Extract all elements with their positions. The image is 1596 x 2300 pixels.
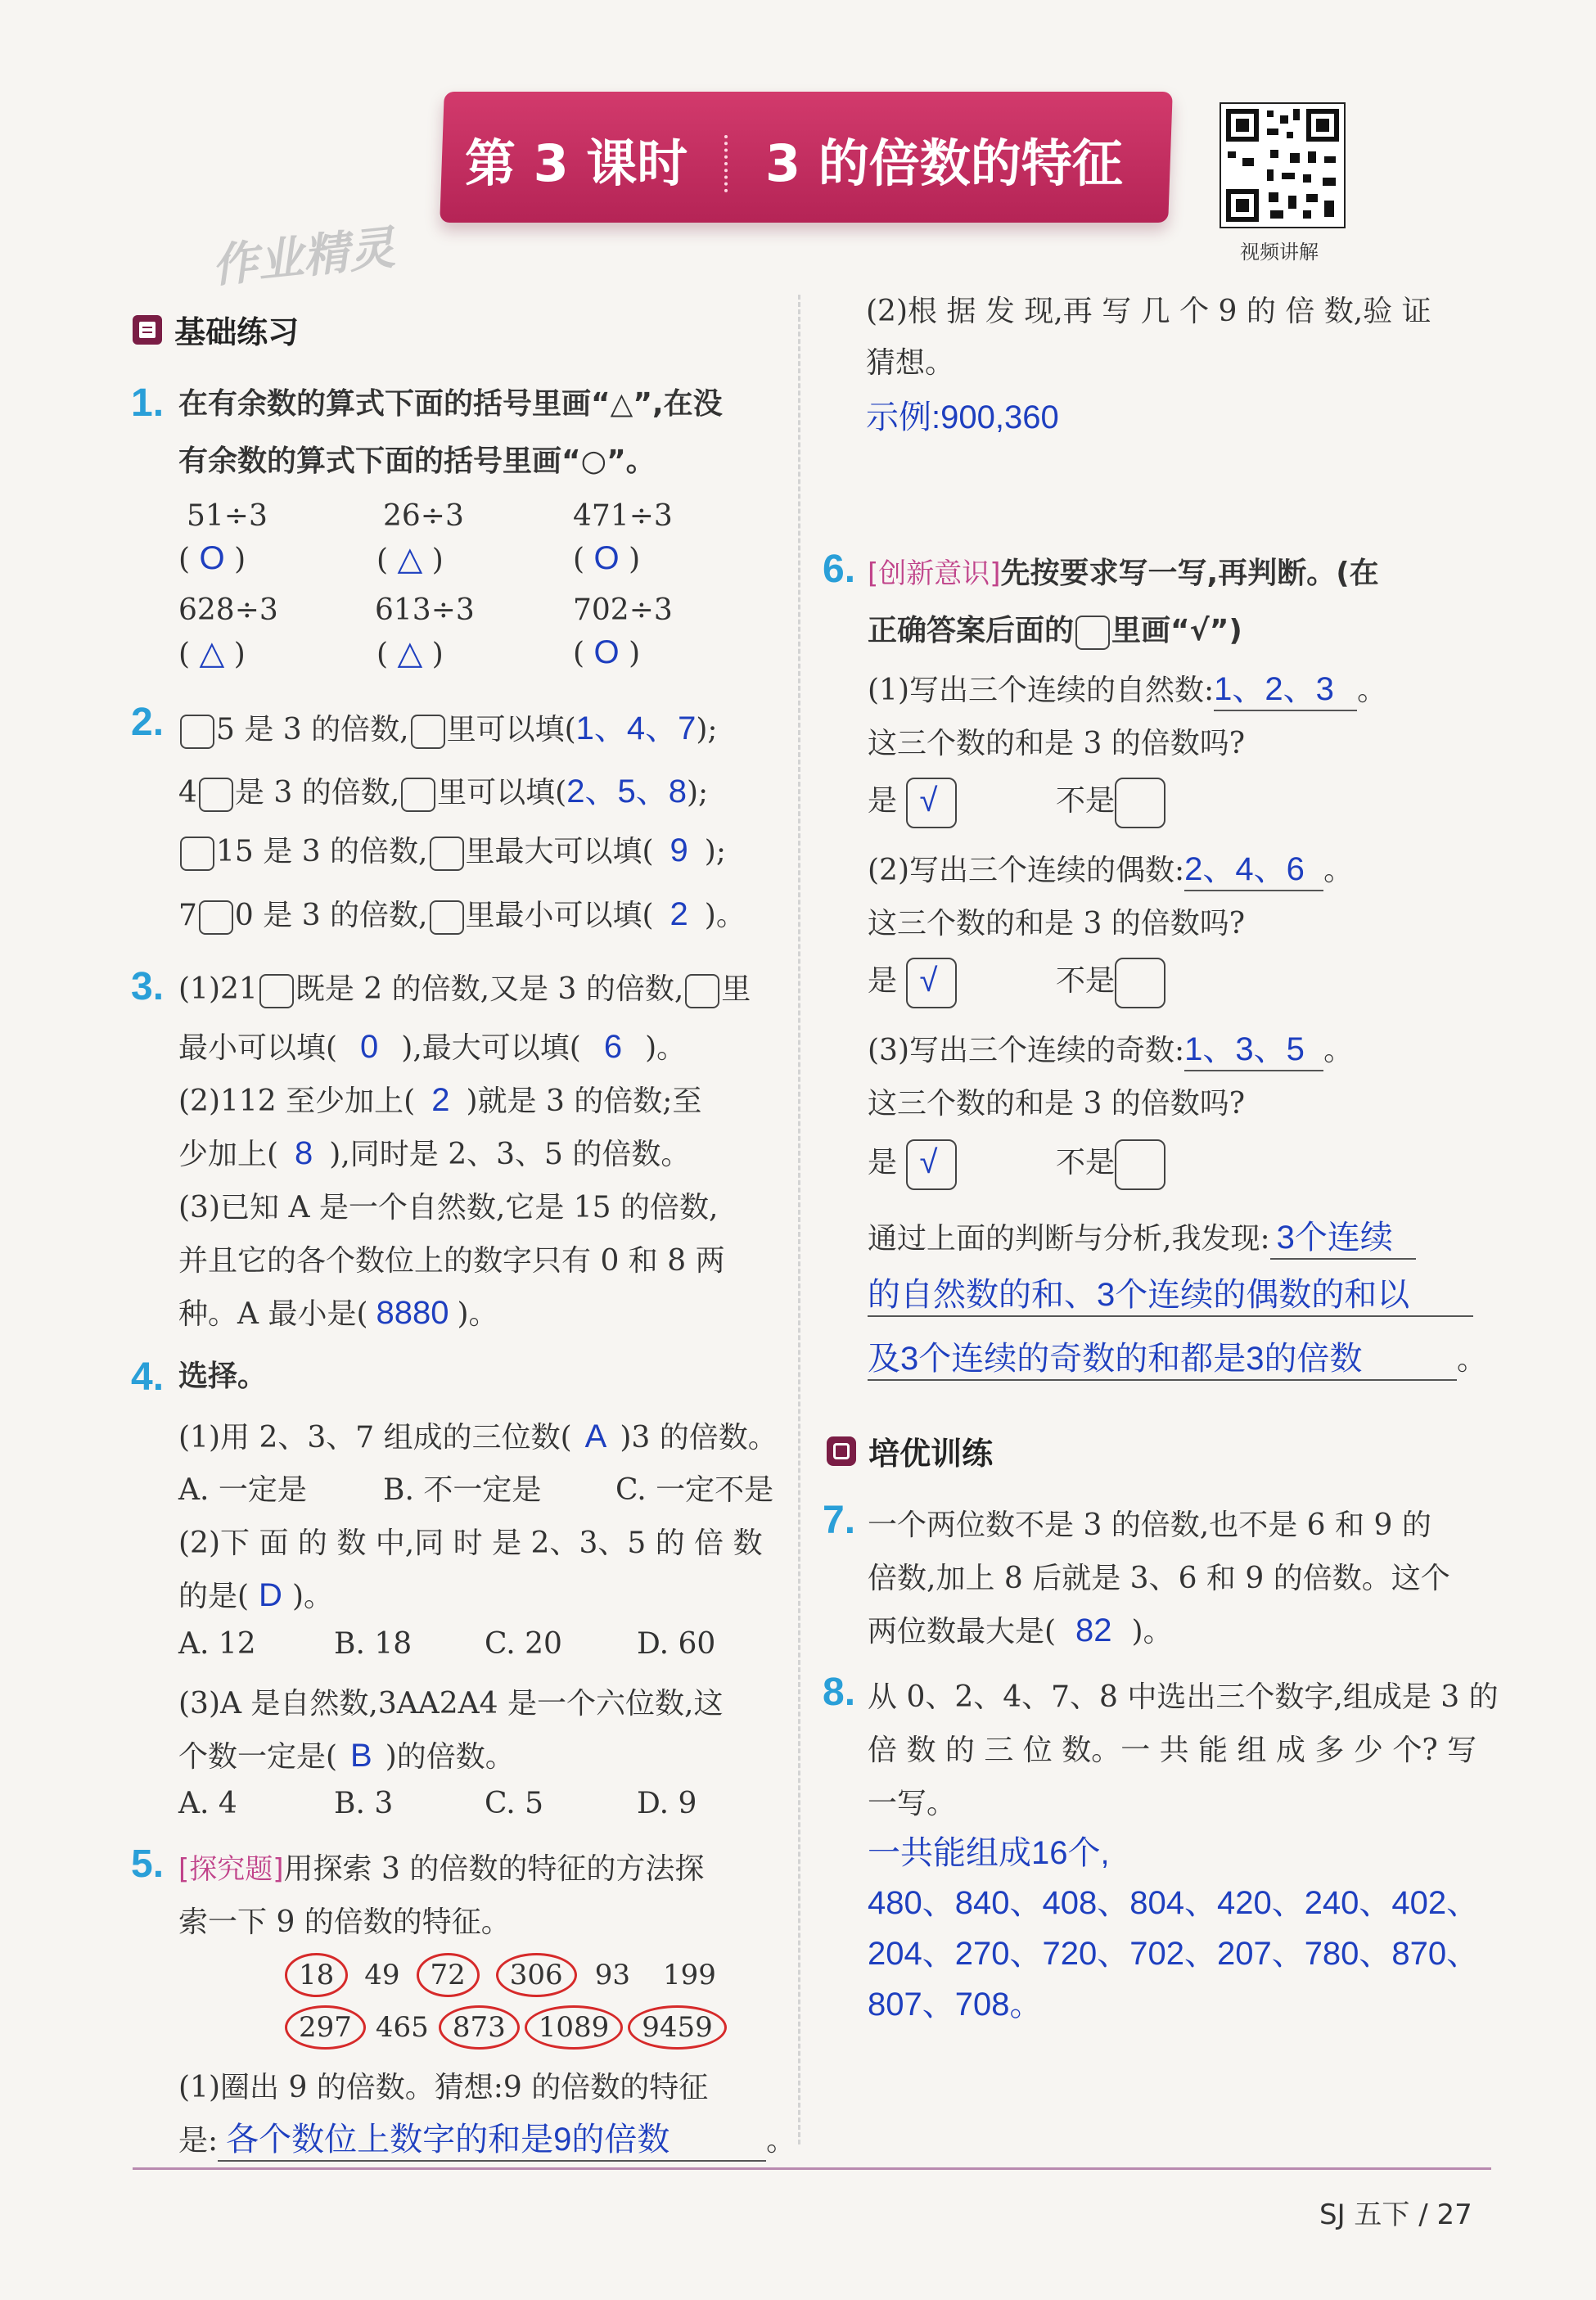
circled-number: 297 — [285, 2005, 366, 2050]
q1-answer-6: O — [593, 634, 620, 670]
q4-s2-opt-c: C. 20 — [485, 1627, 562, 1661]
q2-line-1: 5 是 3 的倍数, 里可以填(1、4、7); — [178, 702, 718, 749]
q4-s3-opt-a: A. 4 — [178, 1787, 237, 1820]
plain-number: 465 — [375, 2011, 429, 2044]
q4-s3-opt-b: B. 3 — [334, 1787, 394, 1820]
blank-box[interactable] — [199, 900, 233, 935]
footer-rule — [133, 2167, 1491, 2170]
q4-s2-opt-a: A. 12 — [178, 1627, 256, 1661]
q4-number: 4. — [131, 1355, 165, 1399]
q5-tag: [探究题] — [178, 1853, 284, 1886]
blank-box[interactable] — [180, 715, 214, 749]
q1-expr-2: 26÷3 — [383, 499, 464, 533]
q6-no-2: 不是 — [1056, 958, 1165, 1008]
yes-checkbox[interactable] — [906, 778, 957, 828]
q1-paren-3: ( O ) — [573, 540, 641, 576]
q5-answer-1: 各个数位上数字的和是9的倍数 — [218, 2113, 766, 2162]
q6-ask-1: 这三个数的和是 3 的倍数吗? — [868, 727, 1246, 760]
q5-p4: 猜想。 — [866, 346, 955, 380]
q5-p1: (1)圈出 9 的倍数。猜想:9 的倍数的特征 — [178, 2071, 709, 2104]
q8-answer-1: 一共能组成16个, — [868, 1835, 1110, 1871]
circled-number: 72 — [417, 1953, 480, 1997]
q6-conclusion-1: 通过上面的判断与分析,我发现: 3个连续 — [868, 1211, 1416, 1260]
q6-yes-1: 是 √ — [868, 778, 957, 828]
q4-title: 选择。 — [178, 1360, 268, 1393]
blank-box[interactable] — [401, 778, 435, 812]
q8-answer-3: 204、270、720、702、207、780、870、 — [868, 1936, 1480, 1972]
q4-answer-3: B — [350, 1738, 372, 1774]
blank-box[interactable] — [430, 837, 464, 871]
q7-answer: 82 — [1075, 1612, 1112, 1648]
section-advanced-label: 培优训练 — [868, 1436, 994, 1472]
q6-no-3: 不是 — [1056, 1139, 1165, 1190]
q5-number-row-2 — [285, 2005, 727, 2050]
q1-answer-3: O — [593, 540, 620, 576]
q1-expr-4: 628÷3 — [178, 593, 278, 627]
q6-line-1: [创新意识]先按要求写一写,再判断。(在 — [868, 557, 1379, 590]
q4-s2-line-2: 的是( D )。 — [178, 1577, 333, 1613]
check-mark-icon: √ — [919, 782, 938, 819]
q5-line-2: 索一下 9 的倍数的特征。 — [178, 1905, 511, 1939]
q1-expr-3: 471÷3 — [573, 499, 673, 533]
q7-number: 7. — [823, 1499, 856, 1542]
q8-line-1: 从 0、2、4、7、8 中选出三个数字,组成是 3 的 — [868, 1680, 1499, 1714]
q6-ask-3: 这三个数的和是 3 的倍数吗? — [868, 1087, 1246, 1121]
q7-line-2: 倍数,加上 8 后就是 3、6 和 9 的倍数。这个 — [868, 1562, 1450, 1595]
column-divider — [798, 295, 800, 2144]
shield-heart-icon — [827, 1436, 856, 1466]
q6-no-1: 不是 — [1056, 778, 1165, 828]
title-separator — [724, 135, 728, 192]
plain-number: 93 — [594, 1959, 630, 1991]
q6-yes-3: 是 √ — [868, 1139, 957, 1190]
blank-box[interactable] — [180, 837, 214, 871]
q3-answer-3: 2 — [431, 1082, 450, 1118]
q1-number: 1. — [131, 381, 165, 425]
circled-number: 18 — [285, 1953, 348, 1997]
title-right: 3 的倍数的特征 — [765, 133, 1123, 193]
qr-caption: 视频讲解 — [1240, 241, 1319, 264]
q1-expr-5: 613÷3 — [375, 593, 475, 627]
q8-line-2: 倍 数 的 三 位 数。一 共 能 组 成 多 少 个? 写 — [868, 1734, 1477, 1767]
q1-answer-1: O — [199, 540, 225, 576]
q3-line-4: 少加上( 8 ),同时是 2、3、5 的倍数。 — [178, 1135, 691, 1171]
q2-answer-1: 1、4、7 — [575, 710, 697, 746]
q1-text-a: 在有余数的算式下面的括号里画“△”,在没 — [178, 387, 723, 421]
q3-answer-2: 6 — [603, 1029, 623, 1065]
q4-s3-line-2: 个数一定是( B )的倍数。 — [178, 1738, 515, 1774]
q8-answer-4: 807、708。 — [868, 1987, 1043, 2023]
no-checkbox[interactable] — [1115, 958, 1165, 1008]
q4-s3-opt-c: C. 5 — [485, 1787, 544, 1820]
q5-p3: (2)根 据 发 现,再 写 几 个 9 的 倍 数,验 证 — [866, 295, 1431, 328]
q2-answer-3: 9 — [670, 832, 688, 868]
q3-line-3: (2)112 至少加上( 2 )就是 3 的倍数;至 — [178, 1082, 702, 1118]
q4-s1-opt-b: B. 不一定是 — [383, 1473, 542, 1507]
book-icon — [133, 315, 162, 345]
section-advanced — [827, 1428, 993, 1473]
blank-box[interactable] — [685, 974, 719, 1008]
section-basic-label: 基础练习 — [174, 314, 300, 350]
q3-line-1: (1)21 既是 2 的倍数,又是 3 的倍数, 里 — [178, 966, 751, 1008]
q6-ask-2: 这三个数的和是 3 的倍数吗? — [868, 907, 1246, 940]
q7-line-1: 一个两位数不是 3 的倍数,也不是 6 和 9 的 — [868, 1509, 1431, 1542]
q4-answer-2: D — [259, 1577, 282, 1613]
page-footer: SJ 五下 / 27 — [1319, 2199, 1472, 2231]
blank-box[interactable] — [430, 900, 464, 935]
q1-expr-6: 702÷3 — [573, 593, 673, 627]
q2-answer-4: 2 — [670, 896, 688, 932]
q1-paren-4: ( △ ) — [178, 635, 246, 671]
q6-s1: (1)写出三个连续的自然数:1、2、3 。 — [868, 663, 1386, 711]
circled-number: 1089 — [525, 2005, 624, 2050]
q4-s2-line-1: (2)下 面 的 数 中,同 时 是 2、3、5 的 倍 数 — [178, 1527, 763, 1560]
q4-s2-opt-b: B. 18 — [334, 1627, 413, 1661]
q6-line-2: 正确答案后面的 里画“√”) — [868, 607, 1242, 650]
q4-s2-opt-d: D. 60 — [637, 1627, 716, 1661]
q6-conclusion-answer-1: 3个连续 — [1270, 1211, 1416, 1260]
q8-line-3: 一写。 — [868, 1787, 957, 1820]
q2-number: 2. — [131, 701, 165, 744]
q2-line-3: 15 是 3 的倍数, 里最大可以填( 9 ); — [178, 828, 726, 871]
q3-line-5: (3)已知 A 是一个自然数,它是 15 的倍数, — [178, 1191, 719, 1224]
circled-number: 9459 — [628, 2005, 727, 2050]
q5-answer-2: 示例:900,360 — [866, 399, 1059, 435]
q1-text-b: 有余数的算式下面的括号里画“○”。 — [178, 444, 656, 478]
check-mark-icon: √ — [919, 1144, 938, 1180]
q8-answer-2: 480、840、408、804、420、240、402、 — [868, 1885, 1480, 1921]
q6-answer-2: 2、4、6 — [1184, 843, 1323, 891]
blank-box[interactable] — [199, 778, 233, 812]
q8-number: 8. — [823, 1671, 856, 1714]
q1-paren-6: ( O ) — [573, 634, 641, 670]
q6-s2: (2)写出三个连续的偶数:2、4、6 。 — [868, 843, 1353, 891]
no-checkbox[interactable] — [1115, 1139, 1165, 1190]
plain-number: 199 — [662, 1959, 716, 1991]
q5-number: 5. — [131, 1842, 165, 1886]
q7-line-3: 两位数最大是( 82 )。 — [868, 1612, 1173, 1648]
q3-number: 3. — [131, 965, 165, 1008]
q4-s1: (1)用 2、3、7 组成的三位数( A )3 的倍数。 — [178, 1418, 778, 1454]
q3-line-2: 最小可以填( 0 ),最大可以填( 6 )。 — [178, 1029, 687, 1065]
q4-s3-line-1: (3)A 是自然数,3AA2A4 是一个六位数,这 — [178, 1687, 724, 1720]
q6-yes-2: 是 √ — [868, 958, 957, 1008]
q6-answer-1: 1、2、3 — [1214, 663, 1357, 711]
q5-p2: 是: 各个数位上数字的和是9的倍数 。 — [178, 2113, 796, 2162]
q4-answer-1: A — [584, 1418, 607, 1454]
watermark-logo: 作业精灵 — [209, 221, 398, 294]
q4-s1-opt-c: C. 一定不是 — [615, 1473, 774, 1507]
title-left: 第 3 课时 — [465, 133, 688, 193]
q3-answer-1: 0 — [360, 1029, 379, 1065]
q1-paren-5: ( △ ) — [376, 635, 444, 671]
blank-box[interactable] — [1075, 616, 1110, 650]
q1-answer-2: △ — [397, 541, 423, 577]
blank-box[interactable] — [411, 715, 445, 749]
q1-paren-1: ( O ) — [178, 540, 246, 576]
q3-answer-4: 8 — [295, 1135, 313, 1171]
q1-paren-2: ( △ ) — [376, 541, 444, 577]
q5-line-1: [探究题]用探索 3 的倍数的特征的方法探 — [178, 1852, 705, 1886]
yes-checkbox[interactable] — [906, 1139, 957, 1190]
circled-number: 306 — [496, 1953, 577, 1997]
q6-number: 6. — [823, 548, 856, 591]
circled-number: 873 — [439, 2005, 520, 2050]
q1-answer-5: △ — [397, 635, 423, 671]
q2-line-2: 4 是 3 的倍数, 里可以填(2、5、8); — [178, 765, 708, 812]
q4-s3-opt-d: D. 9 — [637, 1787, 697, 1820]
q5-number-row-1 — [285, 1953, 716, 1997]
q6-conclusion-3: 及3个连续的奇数的和都是3的倍数 。 — [868, 1333, 1486, 1381]
qr-code[interactable] — [1220, 102, 1346, 228]
q1-answer-4: △ — [199, 635, 225, 671]
q3-line-6: 并且它的各个数位上的数字只有 0 和 8 两 — [178, 1244, 725, 1278]
q2-answer-2: 2、5、8 — [566, 773, 687, 810]
no-checkbox[interactable] — [1115, 778, 1165, 828]
q6-conclusion-answer-2: 的自然数的和、3个连续的偶数的和以 — [868, 1269, 1473, 1317]
q3-line-7: 种。A 最小是( 8880 )。 — [178, 1295, 498, 1331]
q4-s1-opt-a: A. 一定是 — [178, 1473, 307, 1507]
plain-number: 49 — [364, 1959, 400, 1991]
q6-answer-3: 1、3、5 — [1184, 1023, 1323, 1071]
check-mark-icon: √ — [919, 963, 938, 999]
yes-checkbox[interactable] — [906, 958, 957, 1008]
q1-expr-1: 51÷3 — [187, 499, 268, 533]
blank-box[interactable] — [259, 974, 294, 1008]
q6-tag: [创新意识] — [868, 557, 1001, 590]
q6-s3: (3)写出三个连续的奇数:1、3、5 。 — [868, 1023, 1353, 1071]
q6-conclusion-answer-3: 及3个连续的奇数的和都是3的倍数 — [868, 1333, 1457, 1381]
q3-answer-5: 8880 — [376, 1295, 449, 1331]
q2-line-4: 7 0 是 3 的倍数, 里最小可以填( 2 )。 — [178, 892, 746, 935]
section-basic — [133, 307, 299, 352]
